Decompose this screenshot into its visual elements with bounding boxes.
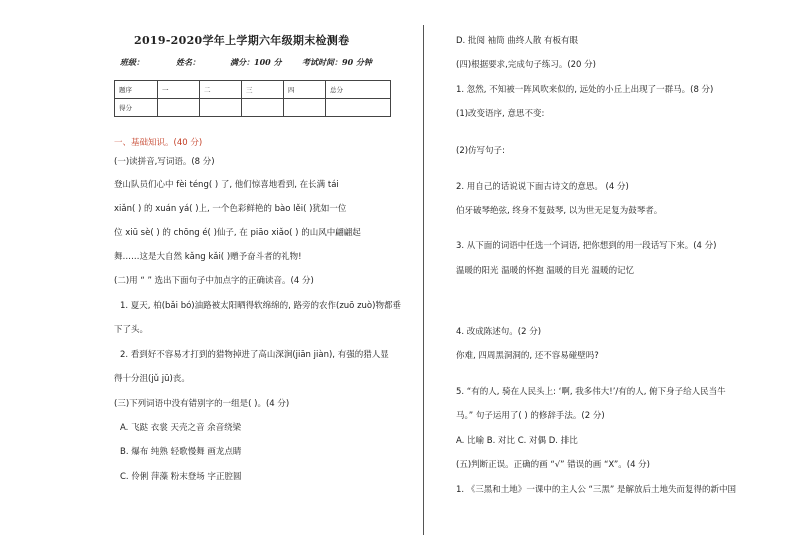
question-text: 4. 改成陈述句。(2 分) [456,327,542,337]
question-text: 得十分沮(jǔ jū)丧。 [114,374,190,384]
score-table-header: 总分 [326,81,391,99]
score-table-header: 三 [242,81,284,99]
question-text: 温暖的阳光 温暖的怀抱 温暖的目光 温暖的记忆 [456,266,635,276]
question-text: 1. 夏天, 柏(bǎi bó)油路被太阳晒得软绵绵的, 路旁的农作(zuō zuò)物都垂 [120,301,401,311]
question-text: 2. 用自己的话说说下面古诗文的意思。 (4 分) [456,182,629,192]
column-divider [423,25,424,535]
question-heading: (三)下列词语中没有错别字的一组是( )。(4 分) [114,399,290,409]
question-text: (1)改变语序, 意思不变: [456,109,545,119]
question-text: 5. “有的人, 骑在人民头上: ‘啊, 我多伟大!’/有的人, 俯下身子给人民当牛 [456,387,726,397]
option-b: B. 爆布 纯熟 轻歌慢舞 画龙点睛 [120,447,242,457]
question-text: 1. 《三黑和土地》一课中的主人公 “三黑” 是解放后土地失而复得的新中国 [456,485,737,495]
time-label: 考试时间：90 分钟 [302,57,372,67]
section-heading: 一、基础知识。(40 分) [114,138,203,148]
question-text: 登山队员们心中 fèi téng( ) 了, 他们惊喜地看到, 在长满 tái [114,180,339,190]
question-text: xiǎn( ) 的 xuán yá( )上, 一个色彩鲜艳的 bào lěi( )犹如一位 [114,204,347,214]
score-table-row [115,99,391,117]
option-c: C. 伶俐 萍藻 粉末登场 字正腔圆 [120,472,242,482]
score-table-header: 一 [158,81,200,99]
question-text: 马。” 句子运用了( ) 的修辞手法。(2 分) [456,411,605,421]
question-text: 舞……这是大自然 kǎng kǎi( )赠予奋斗者的礼物! [114,252,302,262]
class-label: 班级： [120,57,144,67]
score-table-header: 题序 [115,81,158,99]
score-table-header: 二 [200,81,242,99]
score-cell[interactable] [326,99,391,117]
question-text: 3. 从下面的词语中任选一个词语, 把你想到的用一段话写下来。(4 分) [456,241,717,251]
question-heading: (二)用 “ ” 选出下面句子中加点字的正确读音。(4 分) [114,276,314,286]
question-options: A. 比喻 B. 对比 C. 对偶 D. 排比 [456,436,578,446]
score-label: 满分：100 分 [230,57,282,67]
option-a: A. 飞跶 衣裳 天壳之音 余音绕梁 [120,423,242,433]
question-text: 你难, 四周黑洞洞的, 还不容易碰壁吗? [456,351,599,361]
question-heading: (四)根据要求,完成句子练习。(20 分) [456,60,596,70]
question-heading: (一)读拼音,写词语。(8 分) [114,157,215,167]
score-cell[interactable] [242,99,284,117]
score-cell[interactable] [158,99,200,117]
score-table-header-row [115,81,391,99]
question-heading: (五)判断正误。正确的画 “√” 错误的画 “X”。(4 分) [456,460,650,470]
score-cell[interactable] [200,99,242,117]
question-text: 位 xiū sè( ) 的 chōng é( )仙子, 在 piāo xiǎo( ) 的山风中翩翩起 [114,228,361,238]
score-cell[interactable] [284,99,326,117]
question-text: 下了头。 [114,325,149,335]
score-table [114,80,391,117]
name-label: 姓名： [176,57,200,67]
option-d: D. 批阅 袖筒 曲终人散 有板有眼 [456,36,579,46]
question-text: 伯牙破琴绝弦, 终身不复鼓琴, 以为世无足复为鼓琴者。 [456,206,663,216]
score-row-label: 得分 [115,99,158,117]
exam-title: 2019-2020学年上学期六年级期末检测卷 [134,34,350,47]
question-text: 2. 看到好不容易才打到的猎物掉进了高山深涧(jiān jiàn), 有强的猎人显 [120,350,389,360]
question-text: 1. 忽然, 不知被一阵风吹来似的, 远处的小丘上出现了一群马。(8 分) [456,85,714,95]
question-text: (2)仿写句子: [456,146,505,156]
score-table-header: 四 [284,81,326,99]
